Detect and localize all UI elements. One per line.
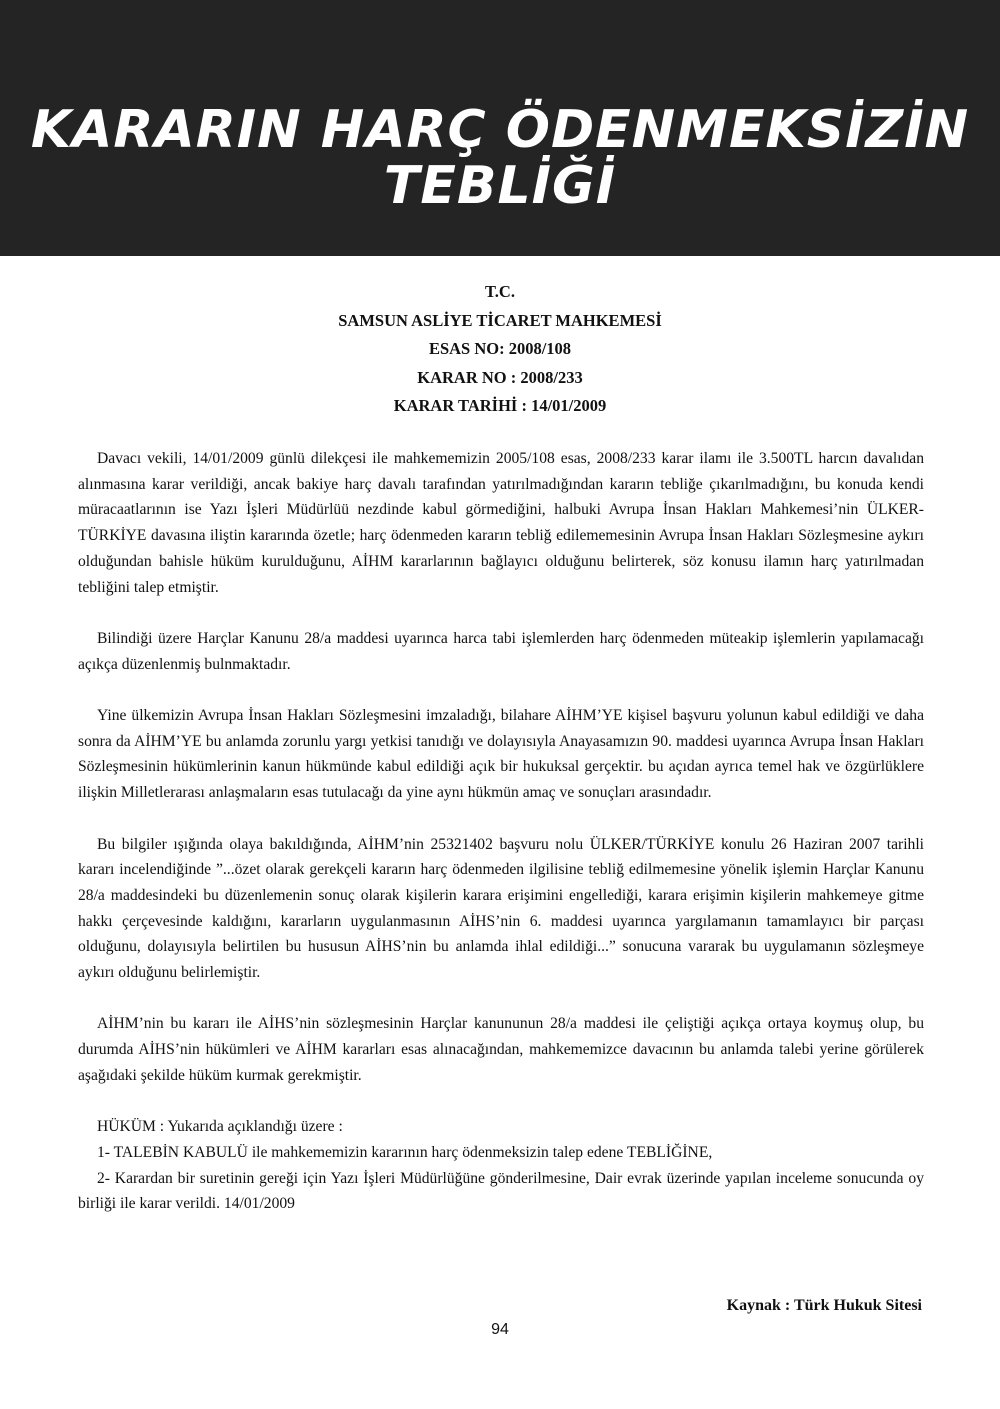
source-credit: Kaynak : Türk Hukuk Sitesi	[726, 1297, 922, 1314]
court-name: SAMSUN ASLİYE TİCARET MAHKEMESİ	[338, 310, 662, 330]
page-number: 94	[491, 1321, 509, 1338]
body-paragraph-1: Davacı vekili, 14/01/2009 günlü dilekçesi ile mahkememizin 2005/108 esas, 2008/233 karar ilamı ile 3.500TL harcın davalıdan alınmasına karar verildiği, ancak bakiye harç davalı tarafından yatırılmadığından kararın tebliğe çıkarılmadığını, bu konuda kendi müracaatlarının ise Yazı İşleri Müdürlüü nezdinde kabul görmediğini, halbuki Avrupa İnsan Hakları Mahkemesi’nin ÜLKER-TÜRKİYE davasına iliştin kararında özetle; harç ödenmeden kararın tebliğ edilememesinin Avrupa İnsan Hakları Sözleşmesine aykırı olduğundan bahisle hüküm kurulduğunu, AİHM kararlarının bağlayıcı olduğunu belirterek, söz konusu ilamın harç yatırılmadan tebliğini talep etmiştir.	[78, 450, 924, 596]
verdict-heading: HÜKÜM : Yukarıda açıklandığı üzere :	[97, 1118, 343, 1136]
verdict-item-2: 2- Karardan bir suretinin gereği için Yazı İşleri Müdürlüğüne gönderilmesine, Dair evrak üzerinde yapılan inceleme sonucunda oy birliği ile karar verildi. 14/01/2009	[78, 1169, 924, 1213]
title-banner	[0, 0, 1000, 256]
document-body	[78, 446, 924, 1217]
case-number: ESAS NO: 2008/108	[428, 339, 572, 358]
country-label: T.C.	[485, 282, 515, 301]
body-paragraph-2: Bilindiği üzere Harçlar Kanunu 28/a maddesi uyarınca harca tabi işlemlerden harç ödenmeden müteakip işlemlerin yapılamacağı açıkça düzenlenmiş bulnmaktadır.	[78, 629, 924, 673]
court-header	[0, 278, 1000, 421]
body-paragraph-4: Bu bilgiler ışığında olaya bakıldığında, AİHM’nin 25321402 başvuru nolu ÜLKER/TÜRKİYE konulu 26 Haziran 2007 tarihli kararı incelendiğinde ”...özet olarak gerekçeli kararın harç ödenmeden ilgilisine tebliğ edilmemesine yönelik işlemin Harçlar Kanunu 28/a maddesindeki bu düzenlemenin sonuç olarak kişilerin karara erişimini engellediği, karara erişimin kişilerin mahkemeye gitme hakkı çerçevesinde kaldığını, kararların uygulanmasının AİHS’nin 6. maddesi uyarınca yargılamanın tamamlayıcı bir parçası olduğunu, dolayısıyla belirtilen bu hususun AİHS’nin bu anlamda ihlal edildiği...” sonucuna vararak bu uygulamanın sözleşmeye aykırı olduğunu belirlemiştir.	[78, 835, 924, 982]
body-paragraph-5: AİHM’nin bu kararı ile AİHS’nin sözleşmesinin Harçlar kanununun 28/a maddesi ile çeliştiği açıkça ortaya koymuş olup, bu durumda AİHS’nin hükümleri ve AİHM kararları esas alınacağından, mahkememizce davacının bu anlamda talebi yerine görülerek aşağıdaki şekilde hüküm kurmak gerekmiştir.	[78, 1015, 924, 1084]
decision-date: KARAR TARİHİ : 14/01/2009	[393, 396, 607, 415]
decision-number: KARAR NO : 2008/233	[417, 367, 583, 387]
verdict-item-1: 1- TALEBİN KABULÜ ile mahkememizin kararının harç ödenmeksizin talep edene TEBLİĞİNE,	[97, 1143, 713, 1161]
banner-title-line-2: TEBLİĞİ	[383, 156, 617, 216]
banner-title-line-1: KARARIN HARÇ ÖDENMEKSİZİN	[30, 100, 970, 160]
body-paragraph-3: Yine ülkemizin Avrupa İnsan Hakları Sözleşmesini imzaladığı, bilahare AİHM’YE kişisel başvuru yolunun kabul edildiği ve daha sonra da AİHM’YE bu anlamda zorunlu yargı yetkisi tanıdığı ve dolayısıyla Anayasamızın 90. maddesi uyarınca Avrupa İnsan Hakları Sözleşmesinin hükümlerinin kanun hükmünde kabul edildiği açık bir hukuksal gerçektir. bu açıdan ayrıca temel hak ve özgürlüklere ilişkin Milletlerarası anlaşmaların esas tutulacağı da yine aynı hükmün amaç ve sonuçları arasındadır.	[78, 707, 924, 802]
